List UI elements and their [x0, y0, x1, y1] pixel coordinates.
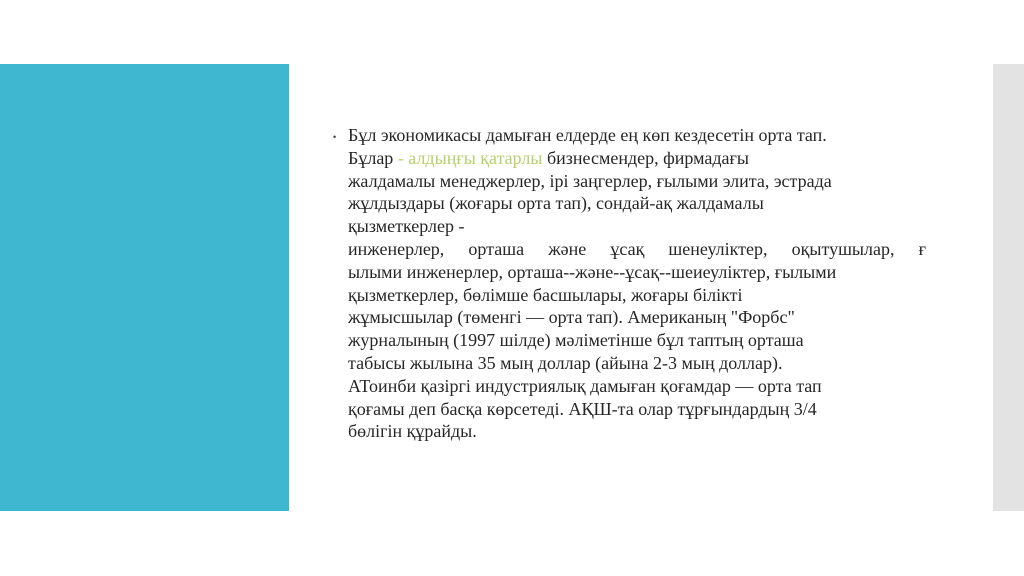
- text-line-1: Бұл экономикасы дамыған елдерде ең көп кездесетін орта тап.: [348, 125, 827, 145]
- text-line-14: бөлігін құрайды.: [348, 421, 477, 442]
- bullet-text: [348, 124, 933, 443]
- text-line-12: АТоинби қазіргі индустриялық дамыған қоғамдар — орта тап: [348, 375, 822, 396]
- text-line-4: жұлдыздары (жоғары орта тап), сондай-ақ жалдамалы: [348, 193, 764, 214]
- text-line-8: қызметкерлер, бөлімше басшылары, жоғары білікті: [348, 284, 743, 305]
- text-line-5: қызметкерлер -: [348, 216, 465, 237]
- text-line-7: ылыми инженерлер, орташа--және--ұсақ--шеиеуліктер, ғылыми: [348, 261, 837, 282]
- bullet-marker: •: [333, 132, 337, 142]
- text-line-2-start: Бұлар: [348, 147, 398, 168]
- highlighted-phrase: - алдыңғы қатарлы: [397, 147, 543, 168]
- text-line-6: инженерлер, орташа және ұсақ шенеуліктер, оқытушылар, ғ: [348, 238, 926, 259]
- text-line-10: журналының (1997 шілде) мәліметінше бұл таптың орташа: [348, 330, 804, 351]
- text-line-2: [348, 147, 933, 170]
- content-area: [333, 124, 933, 443]
- text-line-13: қоғамы деп басқа көрсетеді. АҚШ-та олар тұрғындардың 3/4: [348, 398, 817, 419]
- text-line-9: жұмысшылар (төменгі — орта тап). Американың "Форбс": [348, 307, 795, 328]
- side-bar: [993, 64, 1024, 511]
- text-line-11: табысы жылына 35 мың доллар (айына 2-3 мың доллар).: [348, 352, 783, 373]
- text-line-3: жалдамалы менеджерлер, ірі заңгерлер, ғылыми элита, эстрада: [348, 170, 832, 191]
- text-line-2-end: бизнесмендер, фирмадағы: [542, 147, 750, 168]
- accent-block: [0, 64, 289, 511]
